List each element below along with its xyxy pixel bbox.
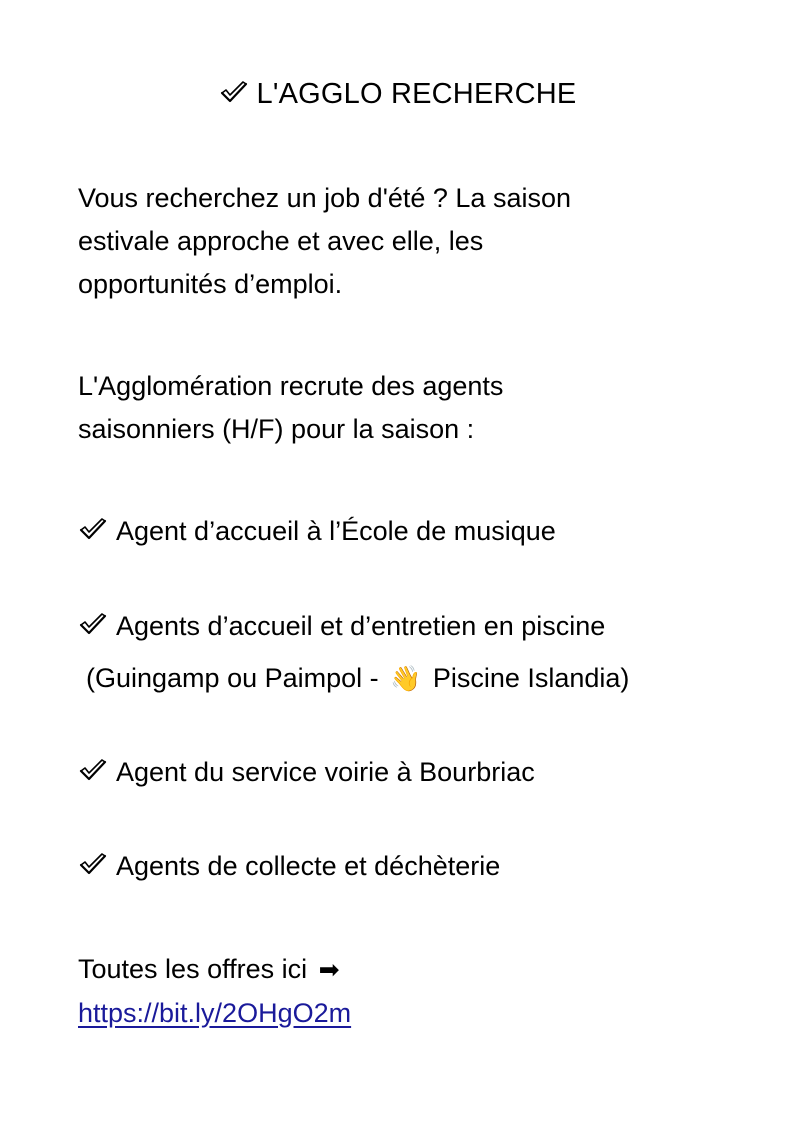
page-title-text: L'AGGLO RECHERCHE: [256, 78, 577, 110]
job-item: [78, 605, 758, 648]
offers-link[interactable]: https://bit.ly/2OHgO2m: [78, 998, 352, 1028]
check-mark-icon: [219, 81, 249, 105]
job-detail-before: (Guingamp ou Paimpol -: [86, 663, 379, 693]
recruit-paragraph: [78, 365, 758, 451]
offers-label: Toutes les offres ici: [78, 954, 308, 984]
offers-link-line: [78, 992, 758, 1035]
job-detail-after: Piscine Islandia): [432, 663, 630, 693]
job-item: [78, 510, 758, 553]
recruit-line: L'Agglomération recrute des agents: [78, 371, 504, 401]
recruit-line: saisonniers (H/F) pour la saison :: [78, 414, 475, 444]
job-item: [78, 845, 758, 888]
job-item-text: Agents d’accueil et d’entretien en piscine: [116, 611, 606, 641]
intro-line: estivale approche et avec elle, les: [78, 226, 484, 256]
job-item-text: Agents de collecte et déchèterie: [116, 851, 501, 881]
job-item: [78, 751, 758, 794]
right-arrow-icon: ➡: [318, 956, 340, 984]
offers-section: [78, 948, 758, 1035]
job-item-text: Agent d’accueil à l’École de musique: [116, 516, 556, 546]
page-title: [0, 74, 795, 114]
intro-line: opportunités d’emploi.: [78, 269, 343, 299]
check-mark-icon: [78, 613, 108, 637]
offers-line: [78, 948, 758, 992]
check-mark-icon: [78, 518, 108, 542]
check-mark-icon: [78, 759, 108, 783]
intro-paragraph: [78, 177, 758, 306]
intro-line: Vous recherchez un job d'été ? La saison: [78, 183, 571, 213]
job-item-text: Agent du service voirie à Bourbriac: [116, 757, 535, 787]
check-mark-icon: [78, 853, 108, 877]
waving-hand-icon: 👋: [390, 665, 422, 693]
job-item-detail: [86, 657, 766, 701]
